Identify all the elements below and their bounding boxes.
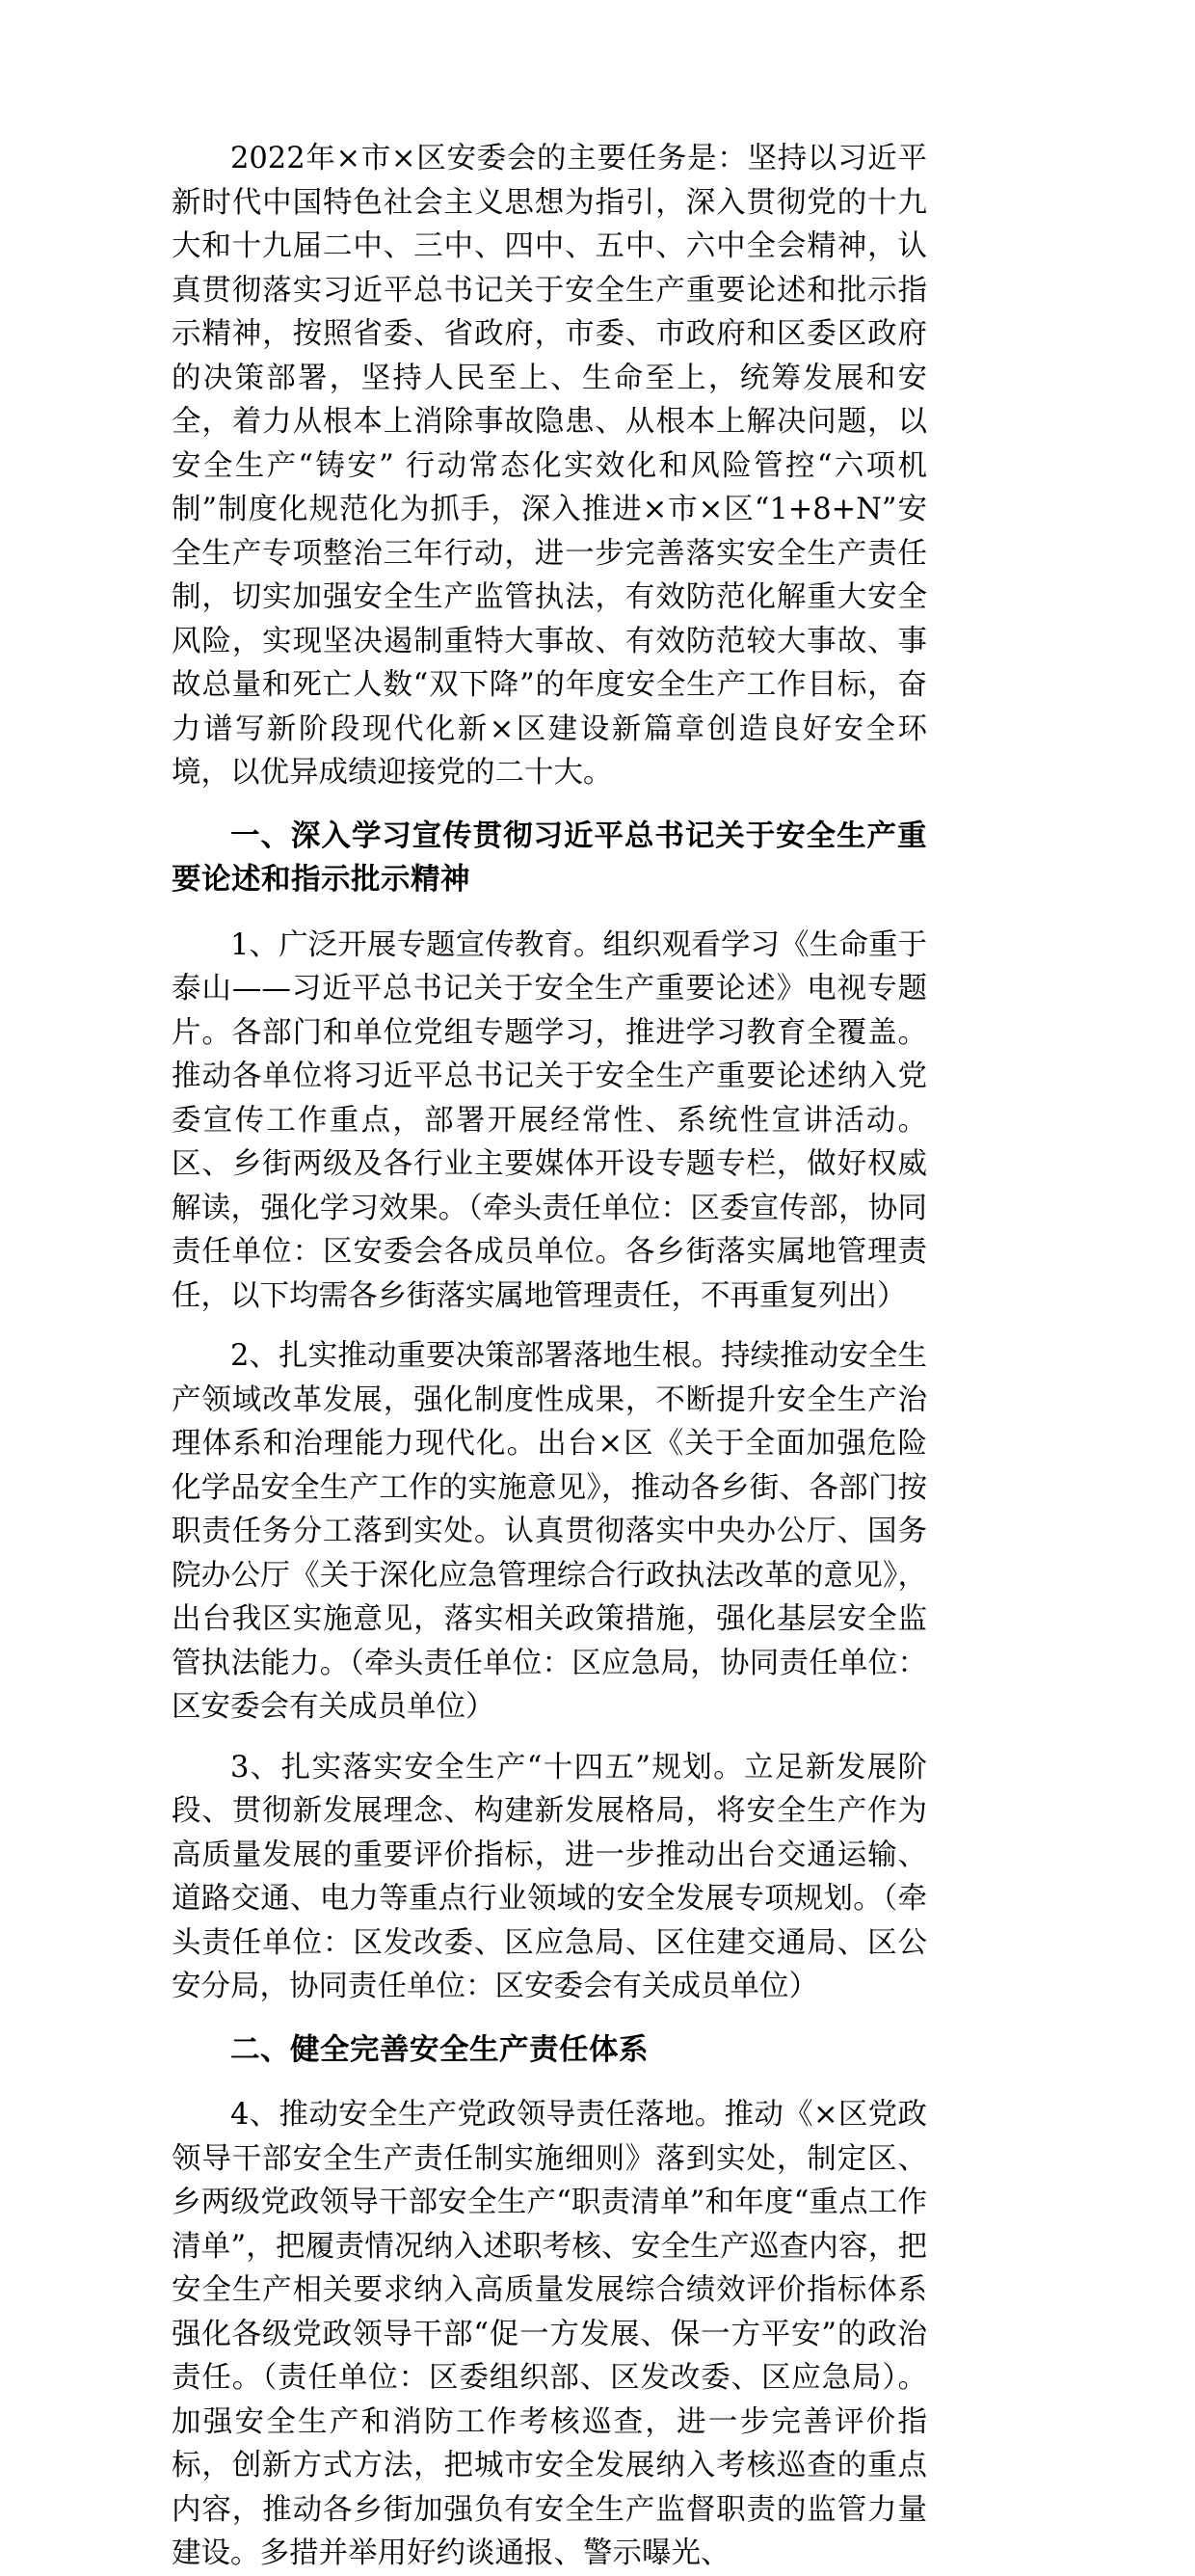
spacer-between-item-1-and-2 <box>172 1318 927 1334</box>
document-body <box>172 137 927 2576</box>
spacer-after-heading-one <box>172 902 927 924</box>
item-1-paragraph: 1、广泛开展专题宣传教育。组织观看学习《生命重于泰山——习近平总书记关于安全生产重要论述》电视专题片。各部门和单位党组专题学习，推进学习教育全覆盖。推动各单位将习近平总书记关于安全生产重要论述纳入党委宣传工作重点，部署开展经常性、系统性宣讲活动。区、乡街两级及各行业主要媒体开设专题专栏，做好权威解读，强化学习效果。（牵头责任单位：区委宣传部，协同责任单位：区安委会各成员单位。各乡街落实属地管理责任，以下均需各乡街落实属地管理责任，不再重复列出） <box>172 927 927 1313</box>
spacer-before-heading-two <box>172 2009 927 2028</box>
spacer-between-item-2-and-3 <box>172 1730 927 1746</box>
item-3-paragraph: 3、扎实落实安全生产“十四五”规划。立足新发展阶段、贯彻新发展理念、构建新发展格局，将安全生产作为高质量发展的重要评价指标，进一步推动出台交通运输、道路交通、电力等重点行业领域的安全发展专项规划。（牵头责任单位：区发改委、区应急局、区住建交通局、区公安分局，协同责任单位：区安委会有关成员单位） <box>172 1750 927 2003</box>
spacer-before-heading-one <box>172 795 927 815</box>
item-2-paragraph: 2、扎实推动重要决策部署落地生根。持续推动安全生产领域改革发展，强化制度性成果，不断提升安全生产治理体系和治理能力现代化。出台×区《关于全面加强危险化学品安全生产工作的实施意见》，推动各乡街、各部门按职责任务分工落到实处。认真贯彻落实中央办公厅、国务院办公厅《关于深化应急管理综合行政执法改革的意见》，出台我区实施意见，落实相关政策措施，强化基层安全监管执法能力。（牵头责任单位：区应急局，协同责任单位：区安委会有关成员单位） <box>172 1339 927 1724</box>
section-heading-two: 二、健全完善安全生产责任体系 <box>230 2032 649 2067</box>
item-4-paragraph: 4、推动安全生产党政领导责任落地。推动《×区党政领导干部安全生产责任制实施细则》落到实处，制定区、乡两级党政领导干部安全生产“职责清单”和年度“重点工作清单”，把履责情况纳入述职考核、安全生产巡查内容，把安全生产相关要求纳入高质量发展综合绩效评价指标体系强化各级党政领导干部“促一方发展、保一方平安”的政治责任。（责任单位：区委组织部、区发改委、区应急局）。加强安全生产和消防工作考核巡查，进一步完善评价指标，创新方式方法，把城市安全发展纳入考核巡查的重点内容，推动各乡街加强负有安全生产监督职责的监管力量建设。多措并举用好约谈通报、警示曝光、 <box>172 2098 927 2570</box>
spacer-after-heading-two <box>172 2072 927 2093</box>
section-heading-one: 一、深入学习宣传贯彻习近平总书记关于安全生产重要论述和指示批示精神 <box>172 818 927 897</box>
intro-paragraph: 2022年×市×区安委会的主要任务是：坚持以习近平新时代中国特色社会主义思想为指引，深入贯彻党的十九大和十九届二中、三中、四中、五中、六中全会精神，认真贯彻落实习近平总书记关于安全生产重要论述和批示指示精神，按照省委、省政府，市委、市政府和区委区政府的决策部署，坚持人民至上、生命至上，统筹发展和安全，着力从根本上消除事故隐患、从根本上解决问题，以安全生产“铸安” 行动常态化实效化和风险管控“六项机制”制度化规范化为抓手，深入推进×市×区“1+8+N”安全生产专项整治三年行动，进一步完善落实安全生产责任制，切实加强安全生产监管执法，有效防范化解重大安全风险，实现坚决遏制重特大事故、有效防范较大事故、事故总量和死亡人数“双下降”的年度安全生产工作目标，奋力谱写新阶段现代化新×区建设新篇章创造良好安全环境，以优异成绩迎接党的二十大。 <box>172 142 927 790</box>
